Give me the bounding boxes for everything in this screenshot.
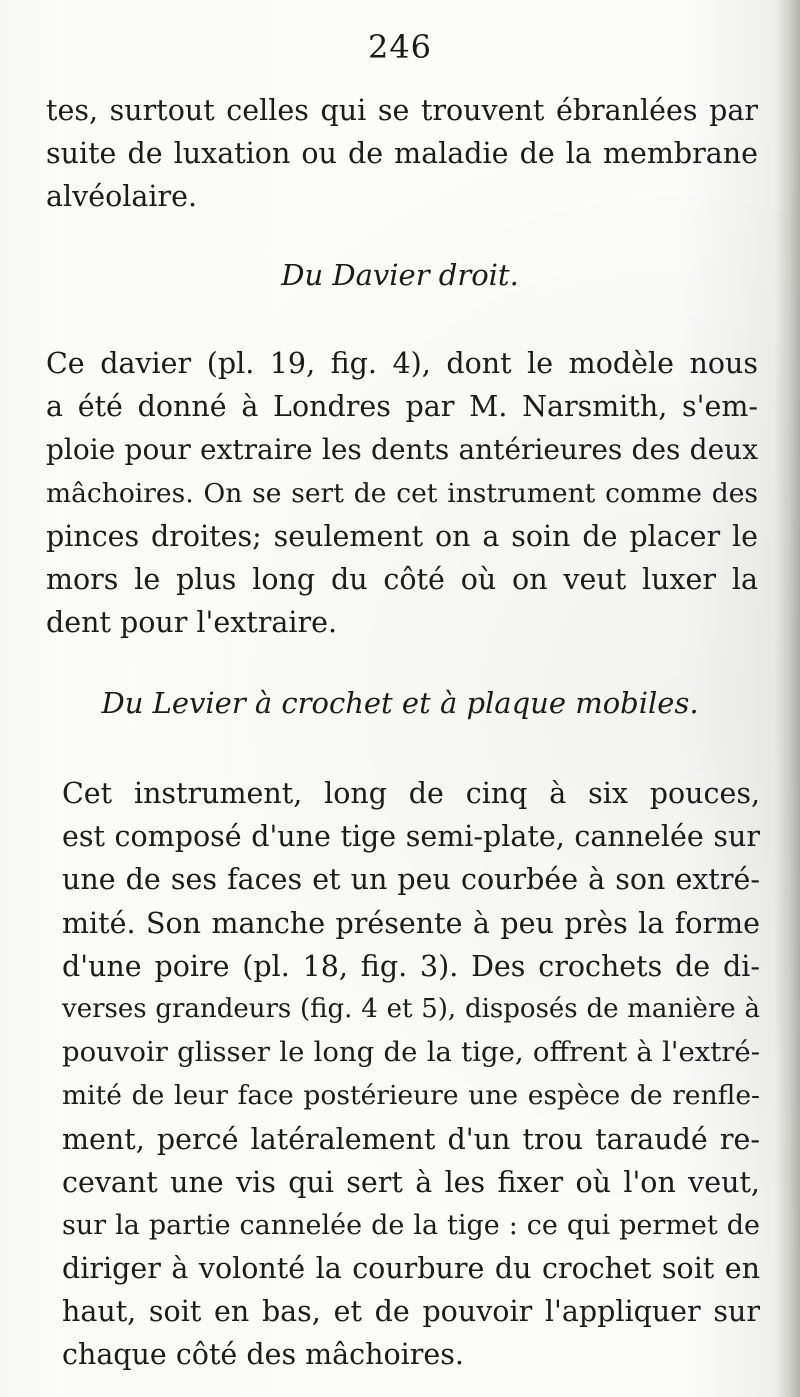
text-line: tes, surtout celles qui se trouvent ébranlées par — [46, 94, 758, 127]
text-line: ploie pour extraire les dents antérieures des deux — [46, 433, 758, 467]
text-line: mâchoires. On se sert de cet instrument comme des — [46, 477, 758, 509]
text-line: alvéolaire. — [46, 180, 198, 214]
text-line: suite de luxation ou de maladie de la membrane — [46, 137, 758, 171]
paragraph-levier — [62, 772, 760, 1377]
text-line: d'une poire (pl. 18, fig. 3). Des crochets de di- — [62, 949, 760, 983]
text-line: pinces droites; seulement on a soin de placer le — [46, 519, 758, 553]
text-line: mors le plus long du côté où on veut luxer la — [46, 562, 758, 596]
text-line: est composé d'une tige semi-plate, cannelée sur — [62, 820, 760, 854]
paragraph-davier-droit — [46, 342, 758, 644]
text-line: verses grandeurs (fig. 4 et 5), disposés de manière à — [62, 993, 760, 1024]
section-heading-davier-droit: Du Davier droit. — [281, 258, 519, 292]
section-heading-levier: Du Levier à crochet et à plaque mobiles. — [101, 686, 699, 720]
text-line: mité. Son manche présente à peu près la forme — [62, 906, 760, 940]
text-line: chaque côté des mâchoires. — [62, 1338, 464, 1372]
text-line: dent pour l'extraire. — [46, 606, 338, 640]
text-line: cevant une vis qui sert à les fixer où l'on veut, — [62, 1165, 760, 1199]
text-line: pouvoir glisser le long de la tige, offrent à l'extré- — [62, 1036, 760, 1069]
paragraph-continuation — [46, 89, 758, 219]
text-line: diriger à volonté la courbure du crochet soit en — [62, 1252, 760, 1286]
text-line: haut, soit en bas, et de pouvoir l'appliquer sur — [62, 1295, 760, 1329]
text-line: une de ses faces et un peu courbée à son extré- — [62, 863, 760, 897]
text-line: mité de leur face postérieure une espèce de renfle- — [62, 1080, 760, 1112]
page-number: 246 — [367, 28, 433, 66]
text-line: Cet instrument, long de cinq à six pouces, — [62, 777, 760, 810]
text-line: a été donné à Londres par M. Narsmith, s'em- — [46, 390, 758, 424]
text-line: sur la partie cannelée de la tige : ce qui permet de — [62, 1209, 760, 1241]
text-line: Ce davier (pl. 19, fig. 4), dont le modèle nous — [46, 347, 758, 380]
text-line: ment, percé latéralement d'un trou taraudé re- — [62, 1122, 760, 1156]
